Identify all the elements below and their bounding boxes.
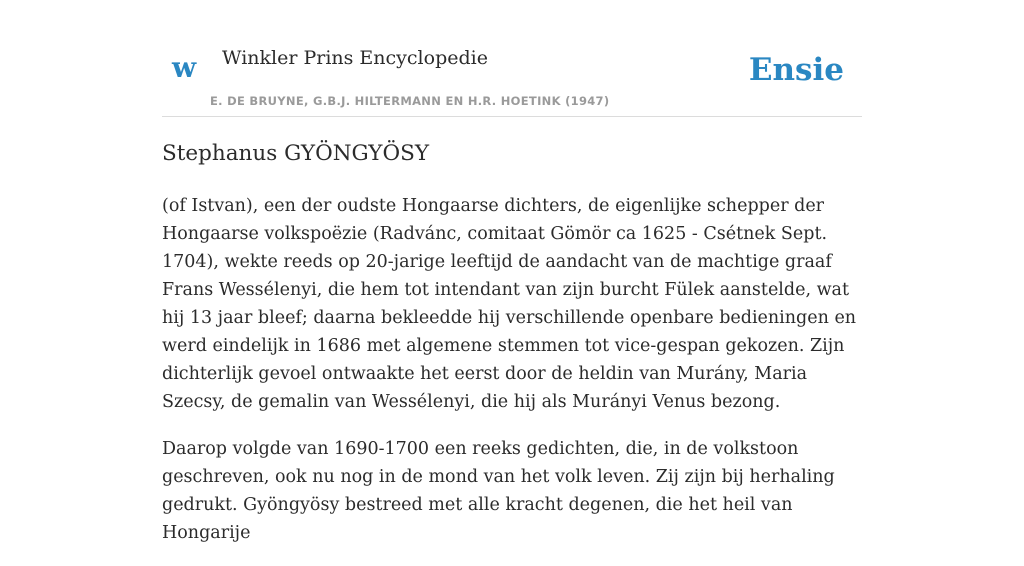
article-body bbox=[162, 192, 862, 566]
source-logo-icon[interactable]: w bbox=[172, 51, 197, 84]
article-title: Stephanus GYÖNGYÖSY bbox=[162, 141, 430, 166]
source-header bbox=[162, 0, 862, 117]
article-paragraph: Daarop volgde van 1690-1700 een reeks gedichten, die, in de volkstoon geschreven, ook nu nog in de mond van het volk leven. Zij zijn bij herhaling gedrukt. Gyöngyösy bestreed met alle kracht degenen, die het heil van Hongarije bbox=[162, 439, 835, 543]
source-authors: E. DE BRUYNE, G.B.J. HILTERMANN EN H.R. HOETINK (1947) bbox=[210, 94, 610, 108]
ensie-logo-link[interactable]: Ensie bbox=[748, 52, 844, 88]
page bbox=[162, 0, 862, 543]
article-paragraph: (of Istvan), een der oudste Hongaarse dichters, de eigenlijke schepper der Hongaarse volkspoëzie (Radvánc, comitaat Gömör ca 1625 - Csétnek Sept. 1704), wekte reeds op 20-jarige leeftijd de aandacht van de machtige graaf Frans Wessélenyi, die hem tot intendant van zijn burcht Fülek aanstelde, wat hij 13 jaar bleef; daarna bekleedde hij verschillende openbare bedieningen en werd eindelijk in 1686 met algemene stemmen tot vice-gespan gekozen. Zijn dichterlijk gevoel ontwaakte het eerst door de heldin van Murány, Maria Szecsy, de gemalin van Wessélenyi, die hij als Murányi Venus bezong. bbox=[162, 196, 857, 412]
source-title-link[interactable]: Winkler Prins Encyclopedie bbox=[222, 47, 488, 69]
